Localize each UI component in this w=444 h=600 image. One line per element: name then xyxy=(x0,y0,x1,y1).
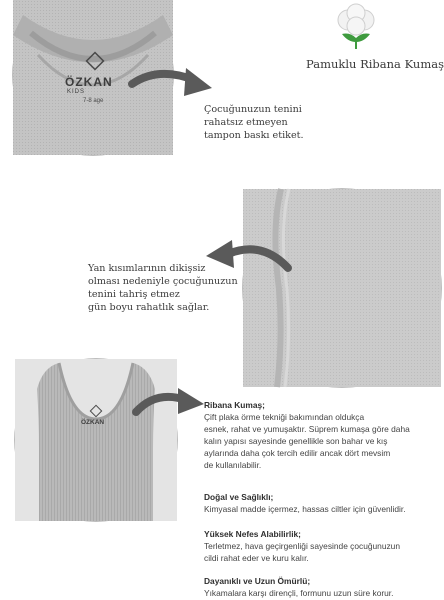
label-brand-text: ÖZKAN xyxy=(65,75,113,89)
callout-line: gün boyu rahatlık sağlar. xyxy=(88,302,210,313)
feature-rib-fabric xyxy=(204,399,422,471)
tank-top-image xyxy=(14,358,178,522)
callout-line: tampon baskı etiket. xyxy=(204,130,304,141)
feature-line: Yıkamalara karşı dirençli, formunu uzun süre korur. xyxy=(204,588,394,598)
feature-line: de kullanılabilir. xyxy=(204,460,262,470)
callout-line: Yan kısımlarının dikişsiz xyxy=(88,263,206,274)
label-kids-text: KIDS xyxy=(67,89,86,95)
feature-natural-healthy xyxy=(204,491,422,515)
label-callout-text xyxy=(204,103,374,142)
callout-line: rahatsız etmeyen xyxy=(204,117,288,128)
feature-title: Yüksek Nefes Alabilirlik; xyxy=(204,529,301,539)
feature-breathability xyxy=(204,528,422,564)
side-seam-image xyxy=(243,189,441,387)
arrow-to-label-text-icon xyxy=(128,64,216,104)
feature-line: Terletmez, hava geçirgenliği sayesinde çocuğunuzun xyxy=(204,541,400,551)
feature-line: esnek, rahat ve yumuşaktır. Süprem kumaşa göre daha xyxy=(204,424,410,434)
tank-brand-text: ÖZKAN xyxy=(81,419,105,426)
seam-callout-text xyxy=(88,262,258,314)
feature-line: Çift plaka örme tekniği bakımından oldukça xyxy=(204,412,365,422)
cotton-flower-icon xyxy=(330,4,382,50)
feature-line: Kimyasal madde içermez, hassas ciltler için güvenlidir. xyxy=(204,504,406,514)
label-size-text: 7-8 age xyxy=(83,98,104,104)
feature-title: Doğal ve Sağlıklı; xyxy=(204,492,274,502)
feature-durability xyxy=(204,575,422,599)
callout-line: tenini tahriş etmez xyxy=(88,289,180,300)
fabric-title: Pamuklu Ribana Kumaş xyxy=(306,57,444,71)
callout-line: olması nedeniyle çocuğunuzun xyxy=(88,276,238,287)
callout-line: Çocuğunuzun tenini xyxy=(204,104,302,115)
feature-line: cildi rahat eder ve kuru kalır. xyxy=(204,553,309,563)
feature-line: kalın yapısı sayesinde genellikle son bahar ve kış xyxy=(204,436,388,446)
feature-title: Dayanıklı ve Uzun Ömürlü; xyxy=(204,576,311,586)
side-seam-closeup xyxy=(242,188,442,388)
feature-line: aylarında daha çok tercih edilir ancak dört mevsim xyxy=(204,448,391,458)
feature-title: Ribana Kumaş; xyxy=(204,400,265,410)
arrow-to-features-icon xyxy=(130,386,206,422)
